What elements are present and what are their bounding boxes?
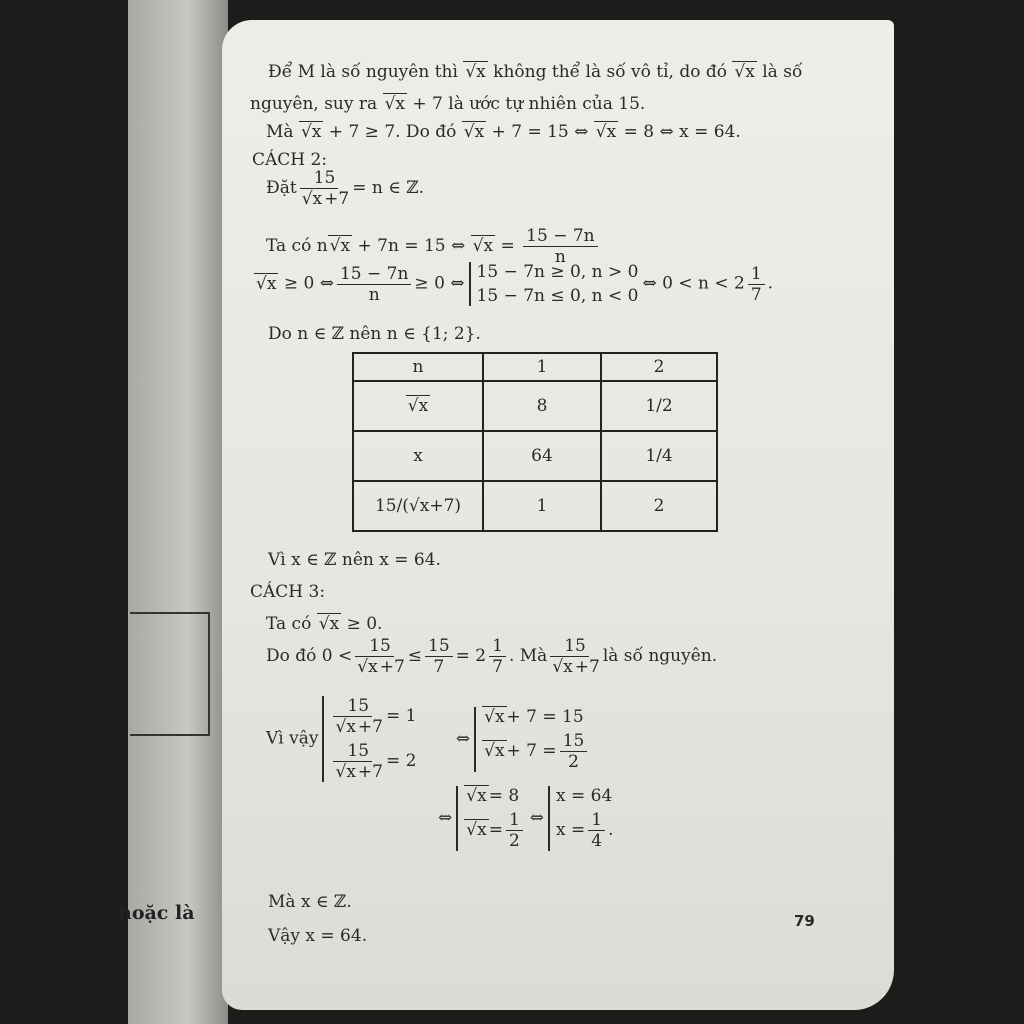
- ta-co-2-line: Ta có √ x ≥ 0.: [266, 614, 382, 634]
- do-do-line: Do đó 0 < 15 √ x +7 ≤ $\frac{15}{7}$ = 2 $\frac{1}{7}$ . Mà 15 √ x +7 là số nguyên.: [266, 636, 717, 677]
- do-n-line: Do n ∈ ℤ nên n ∈ {1; 2}.: [268, 324, 481, 344]
- page-number: 79: [794, 912, 815, 930]
- table-row: √ x 8 1/2: [353, 381, 717, 431]
- cach-3-heading: CÁCH 3:: [250, 582, 326, 602]
- table-header: 2: [601, 353, 717, 381]
- vi-line: Vì x ∈ ℤ nên x = 64.: [268, 550, 441, 570]
- table-row: 15/(√x+7) 1 2: [353, 481, 717, 531]
- left-page-box: [130, 612, 210, 736]
- vi-vay-line: Vì vậy 15 √ x +7 = 1 15 √ x +7 = 2 ⇔ √ x + 7 = 15 √ x + 7 = $\frac{15}{2}$: [266, 696, 594, 782]
- table-header: n: [353, 353, 483, 381]
- result-line: ⇔ √ x = 8 √ x = $\frac{1}{2}$ ⇔ x = 64 x = $\frac{1}{4}$ .: [438, 786, 618, 851]
- values-table: [352, 352, 718, 532]
- ma-x-line: Mà x ∈ ℤ.: [268, 892, 352, 912]
- line-1: Để M là số nguyên thì √ x không thể là số vô tỉ, do đó √ x là số: [268, 62, 802, 82]
- line-2: nguyên, suy ra √ x + 7 là ước tự nhiên của 15.: [250, 94, 645, 114]
- table-row: x 64 1/4: [353, 431, 717, 481]
- table-header: 1: [483, 353, 601, 381]
- line-3: Mà √ x + 7 ≥ 7. Do đó √ x + 7 = 15 ⇔ √ x = 8 ⇔ x = 64.: [266, 122, 741, 142]
- inequality-line: √ x ≥ 0 ⇔ $\frac{15 - 7n}{n}$ ≥ 0 ⇔ 15 − 7n ≥ 0, n > 0 15 − 7n ≤ 0, n < 0 ⇔ 0 < n < 2 $\frac{1}{7}$ .: [254, 262, 773, 306]
- cach-2-heading: CÁCH 2:: [252, 150, 328, 170]
- conclusion-line: Vậy x = 64.: [268, 926, 368, 946]
- left-page: [128, 0, 228, 1024]
- table-row-label: 15/(√x+7): [353, 481, 483, 531]
- left-page-fragment: hoặc là: [118, 902, 195, 924]
- ta-co-line: Ta có n√ x + 7n = 15 ⇔ √ x = $\frac{15 - 7n}{n}$: [266, 226, 601, 267]
- dat-line: Đặt 15 √ x +7 = n ∈ ℤ.: [266, 168, 424, 209]
